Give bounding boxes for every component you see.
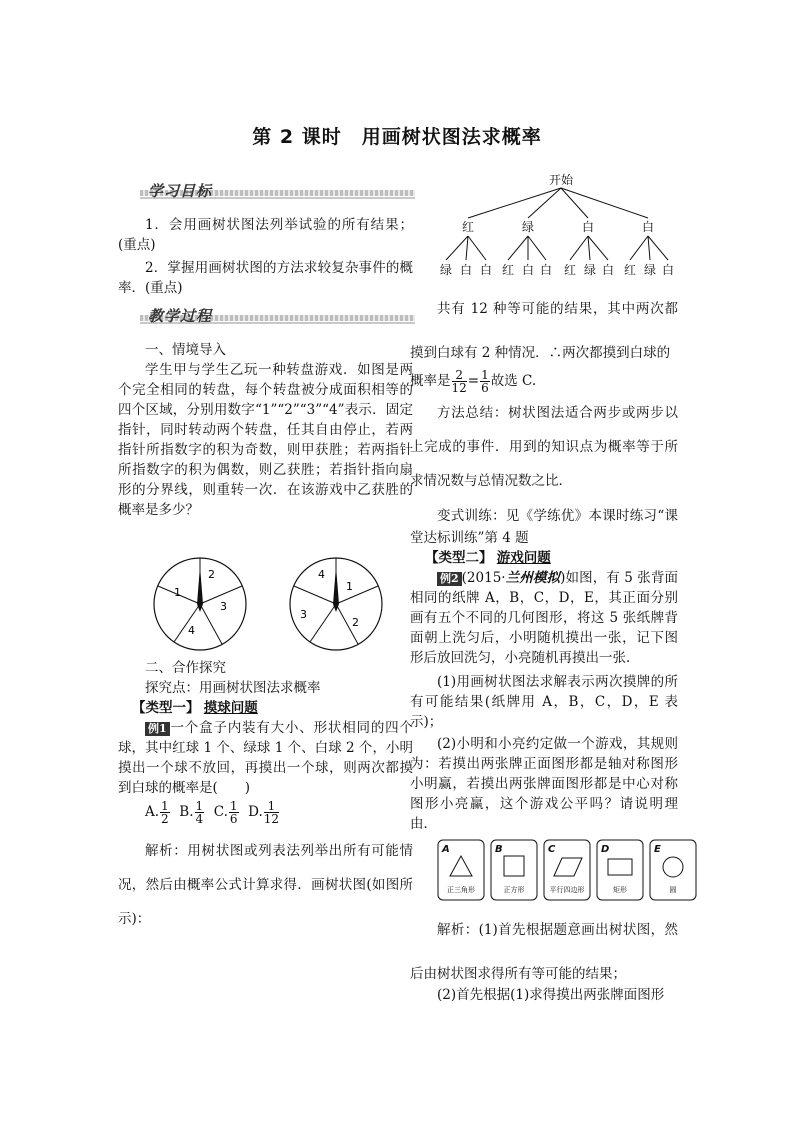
type-2-bracket: 【类型二】 xyxy=(425,550,493,566)
explore-point: 探究点：用画树状图法求概率 xyxy=(145,680,321,696)
rectangle-shape xyxy=(608,859,632,875)
tree-root: 开始 xyxy=(548,173,574,187)
probability-prefix: 概率是 xyxy=(410,373,451,389)
tree-l2-3-2: 白 xyxy=(661,263,675,277)
tree-l2-2-1: 绿 xyxy=(583,263,597,277)
question-1: (1)用画树状图法求解表示两次摸牌的所有可能结果(纸牌用 A，B，C，D，E 表示)； xyxy=(410,674,678,730)
spinner-1-region-2: 2 xyxy=(208,568,215,581)
spinner-1-region-1: 1 xyxy=(174,586,181,599)
card-a-label: 正三角形 xyxy=(447,886,475,894)
card-e-letter: E xyxy=(654,844,661,855)
teaching-process-banner xyxy=(140,305,415,327)
analysis-3: (2)首先根据(1)求得摸出两张牌面图形 xyxy=(437,987,665,1003)
goal-2: 2．掌握用画树状图的方法求较复杂事件的概率．(重点) xyxy=(118,260,413,296)
teaching-process-label: 教学过程 xyxy=(148,307,213,325)
probability-suffix: 故选 C. xyxy=(490,373,537,389)
square-shape xyxy=(504,856,524,876)
tree-l1-3: 白 xyxy=(641,220,655,234)
question-2: (2)小明和小亮约定做一个游戏，其规则为：若摸出两张牌正面图形都是轴对称图形小明赢，若摸出两张牌面图形都是中心对称图形小亮赢，这个游戏公平吗？请说明理由． xyxy=(410,736,678,832)
answer-options xyxy=(145,800,415,825)
example-2-source-name: 兰州模拟 xyxy=(505,570,561,586)
option-c-fraction: $\frac{1}{6}$ xyxy=(229,799,238,826)
card-d-letter: D xyxy=(601,844,610,855)
option-d-label: D. xyxy=(248,804,263,820)
intro-paragraph: 学生甲与学生乙玩一种转盘游戏．如图是两个完全相同的转盘，每个转盘被分成面积相等的四个区域，分别用数字“1”“2”“3”“4”表示．固定指针，同时转动两个转盘，任其自由停止，若两指针所指数字的积为奇数，则甲获胜；若两指针所指数字的积为偶数，则乙获胜；若指针指向扇形的分界线，则重转一次．在该游戏中乙获胜的概率是多少？ xyxy=(118,362,413,518)
tree-l2-2-0: 红 xyxy=(563,263,577,277)
card-b-label: 正方形 xyxy=(503,886,525,894)
triangle-shape xyxy=(450,856,472,876)
goal-1: 1．会用画树状图法列举试验的所有结果；(重点) xyxy=(118,217,413,253)
type-2-heading xyxy=(425,548,685,568)
example-1-text: 一个盒子内装有大小、形状相同的四个球，其中红球 1 个、绿球 1 个、白球 2 个，小明摸出一个球不放回，再摸出一个球，则两次都摸到白球的概率是( ) xyxy=(118,720,413,796)
card-b-letter: B xyxy=(495,844,503,855)
card-c-label: 平行四边形 xyxy=(549,886,585,894)
probability-fraction-2: $\frac{1}{6}$ xyxy=(481,368,489,395)
tree-l2-1-0: 红 xyxy=(501,263,515,277)
tree-l2-1-2: 白 xyxy=(539,263,553,277)
tree-l2-1-1: 白 xyxy=(521,263,535,277)
tree-l2-0-1: 白 xyxy=(459,263,473,277)
example-2 xyxy=(410,568,678,668)
probability-equals: = xyxy=(467,373,480,389)
section-2-heading: 二、合作探究 xyxy=(145,660,226,676)
circle-shape xyxy=(663,857,683,877)
result-text: 共有 12 种等可能的结果，其中两次都摸到白球有 2 种情况．∴两次都摸到白球的 xyxy=(410,301,678,361)
option-c-label: C. xyxy=(213,804,228,820)
section-1-heading: 一、情境导入 xyxy=(145,342,226,358)
example-1 xyxy=(118,718,413,798)
example-1-badge: 例1 xyxy=(145,722,170,736)
variant-training: 变式训练：见《学练优》本课时练习“课堂达标训练”第 4 题 xyxy=(410,508,678,546)
spinner-2-region-4: 4 xyxy=(318,568,325,581)
option-b-label: B. xyxy=(179,804,194,820)
tree-l2-0-0: 绿 xyxy=(439,263,453,277)
type-1-bracket: 【类型一】 xyxy=(132,700,200,716)
example-2-source-close: ) xyxy=(560,570,566,586)
probability-fraction-1: $\frac{2}{12}$ xyxy=(451,368,467,395)
option-a-label: A. xyxy=(145,804,160,820)
example-2-source-open: (2015· xyxy=(461,570,506,586)
spinner-1-region-3: 3 xyxy=(220,600,227,613)
type-2-name: 游戏问题 xyxy=(496,550,551,566)
tree-l1-2: 白 xyxy=(581,220,595,234)
spinner-1 xyxy=(154,558,246,650)
type-1-name: 摸球问题 xyxy=(203,700,258,716)
parallelogram-shape xyxy=(554,858,582,876)
spinner-2-region-3: 3 xyxy=(300,608,307,621)
tree-l1-0: 红 xyxy=(461,220,475,234)
card-d-label: 矩形 xyxy=(613,886,627,894)
tree-l1-1: 绿 xyxy=(521,220,535,234)
option-d-fraction: $\frac{1}{12}$ xyxy=(263,799,280,826)
example-2-text: 如图，有 5 张背面相同的纸牌 A，B，C，D，E，其正面分别画有五个不同的几何图形，将这 5 张纸牌背面朝上洗匀后，小明随机摸出一张，记下图形后放回洗匀，小亮随机再摸出一张． xyxy=(410,570,679,666)
spinner-2-region-1: 1 xyxy=(346,580,353,593)
tree-l2-3-0: 红 xyxy=(623,263,637,277)
tree-diagram xyxy=(428,170,693,278)
tree-l2-2-2: 白 xyxy=(601,263,615,277)
page-title: 第 2 课时 用画树状图法求概率 xyxy=(252,126,542,148)
analysis-2: 解析：(1)首先根据题意画出树状图，然后由树状图求得所有等可能的结果； xyxy=(410,922,678,982)
learning-goals-banner xyxy=(140,180,415,202)
tree-l2-0-2: 白 xyxy=(479,263,493,277)
example-2-badge: 例2 xyxy=(437,572,462,586)
method-summary: 方法总结：树状图法适合两步或两步以上完成的事件．用到的知识点为概率等于所求情况数与总情况数之比． xyxy=(410,405,678,489)
spinners-figure xyxy=(150,556,410,656)
card-e-label: 圆 xyxy=(669,886,677,894)
learning-goals-label: 学习目标 xyxy=(148,182,213,200)
option-a-fraction: $\frac{1}{2}$ xyxy=(161,799,169,826)
type-1-heading xyxy=(132,698,412,718)
analysis-1: 解析：用树状图或列表法列举出所有可能情况，然后由概率公式计算求得．画树状图(如图所示)： xyxy=(118,843,413,927)
tree-l2-3-1: 绿 xyxy=(643,263,657,277)
spinner-2-region-2: 2 xyxy=(352,616,359,629)
spinner-2 xyxy=(290,558,382,650)
option-b-fraction: $\frac{1}{4}$ xyxy=(195,799,204,826)
probability-line xyxy=(410,364,678,398)
card-c-letter: C xyxy=(548,844,556,855)
spinner-1-region-4: 4 xyxy=(188,624,195,637)
card-a-letter: A xyxy=(442,844,450,855)
cards-figure xyxy=(436,838,698,902)
